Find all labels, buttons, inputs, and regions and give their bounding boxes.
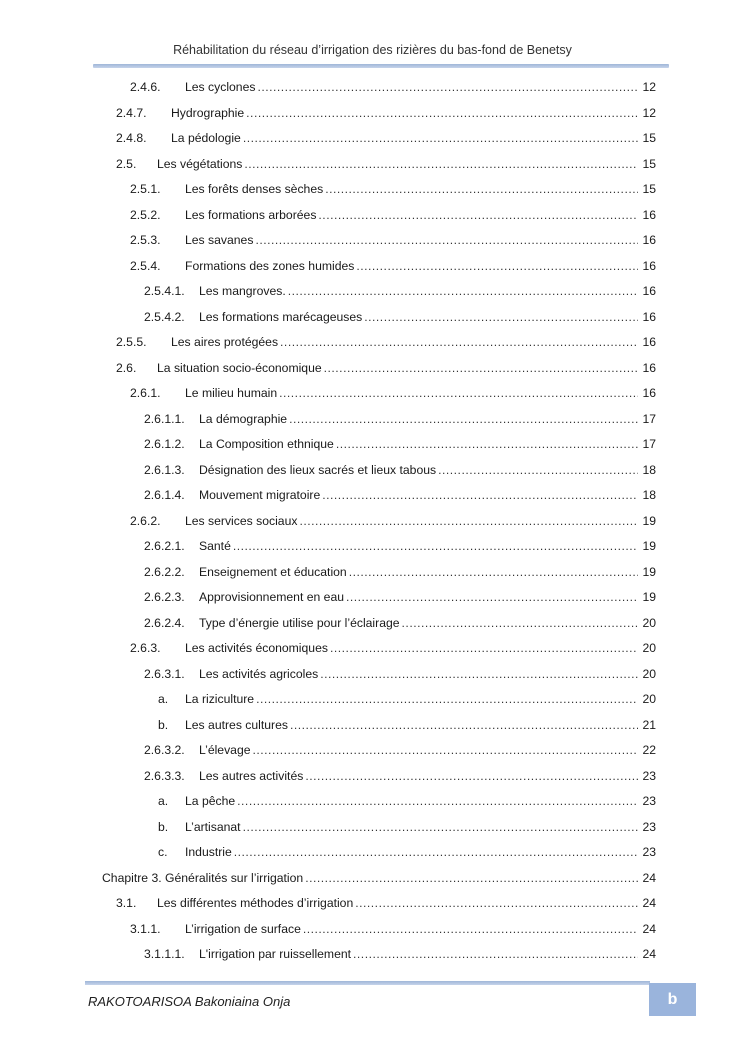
dot-leader: [349, 565, 638, 579]
dot-leader: [402, 616, 638, 630]
toc-entry-page: 17: [642, 437, 656, 451]
toc-entry-title: L'irrigation par ruissellement: [199, 947, 352, 961]
toc-entry[interactable]: [144, 667, 656, 685]
toc-entry-page: 21: [642, 717, 656, 732]
toc-entry-page: 19: [642, 513, 656, 528]
toc-entry[interactable]: [130, 386, 656, 404]
toc-entry[interactable]: [102, 871, 656, 889]
page-number-badge: b: [649, 983, 696, 1016]
toc-entry-title: Approvisionnement en eau: [199, 590, 344, 604]
toc-entry-number: 3.1.1.1.: [144, 947, 185, 961]
toc-entry-title: L’artisanat: [185, 819, 241, 834]
toc-entry[interactable]: [144, 947, 656, 965]
toc-entry[interactable]: [130, 514, 656, 532]
toc-entry-title: Les services sociaux: [185, 513, 298, 528]
toc-entry[interactable]: [144, 616, 656, 634]
dot-leader: [246, 106, 638, 120]
dot-leader: [320, 667, 638, 681]
dot-leader: [364, 310, 638, 324]
toc-entry-page: 19: [642, 539, 656, 553]
toc-entry[interactable]: [130, 233, 656, 251]
toc-entry-title: Chapitre 3. Généralités sur l’irrigation: [102, 870, 304, 885]
toc-entry-title: Les activités économiques: [185, 641, 328, 655]
toc-entry-title: La Composition ethnique: [199, 437, 334, 451]
toc-entry[interactable]: [158, 718, 656, 736]
toc-entry-page: 18: [642, 462, 656, 477]
header-title: Réhabilitation du réseau d’irrigation des rizières du bas-fond de Benetsy: [173, 43, 572, 57]
toc-entry-page: 22: [642, 743, 656, 757]
toc-entry-title: Les aires protégées: [171, 335, 279, 349]
toc-entry-number: 2.6.1.4.: [144, 488, 185, 502]
dot-leader: [237, 794, 638, 808]
toc-entry[interactable]: [158, 845, 656, 863]
toc-entry-title: Enseignement et éducation: [199, 564, 347, 579]
toc-entry[interactable]: [116, 131, 656, 149]
dot-leader: [280, 335, 638, 349]
toc-entry-number: 2.6.2.: [130, 513, 161, 528]
toc-entry-number: 2.6.3.3.: [144, 768, 185, 783]
dot-leader: [279, 386, 638, 400]
toc-entry[interactable]: [144, 463, 656, 481]
toc-entry-title: Désignation des lieux sacrés et lieux tabous: [199, 462, 437, 477]
toc-entry-title: L’irrigation de surface: [185, 921, 301, 936]
toc-entry-number: a.: [158, 794, 169, 808]
toc-entry-number: b.: [158, 819, 169, 834]
toc-entry[interactable]: [144, 565, 656, 583]
dot-leader: [256, 692, 638, 706]
toc-entry-page: 24: [642, 921, 656, 936]
dot-leader: [255, 233, 638, 247]
toc-entry-page: 24: [642, 870, 656, 885]
footer-rule: [85, 981, 650, 985]
toc-entry-number: 2.6.: [116, 360, 137, 375]
dot-leader: [330, 641, 638, 655]
toc-entry[interactable]: [116, 157, 656, 175]
toc-entry[interactable]: [144, 437, 656, 455]
toc-entry-title: Le milieu humain: [185, 386, 278, 400]
toc-entry-title: L’élevage: [199, 743, 251, 757]
toc-entry[interactable]: [158, 794, 656, 812]
toc-entry[interactable]: [116, 361, 656, 379]
dot-leader: [438, 463, 638, 477]
dot-leader: [336, 437, 638, 451]
toc-entry-number: 2.5.4.2.: [144, 309, 185, 324]
toc-entry[interactable]: [130, 641, 656, 659]
toc-entry-number: 2.6.3.2.: [144, 743, 185, 757]
toc-entry-page: 24: [642, 947, 656, 961]
toc-entry-page: 16: [642, 207, 656, 222]
toc-entry-number: 2.5.4.1.: [144, 284, 185, 298]
toc-entry-title: Les cyclones: [185, 80, 256, 94]
toc-entry-number: 3.1.1.: [130, 921, 161, 936]
toc-entry[interactable]: [130, 259, 656, 277]
toc-entry-number: 2.6.1.: [130, 386, 161, 400]
toc-entry-page: 16: [642, 309, 656, 324]
dot-leader: [305, 871, 638, 885]
toc-entry-title: La pêche: [185, 794, 236, 808]
toc-entry-page: 18: [642, 488, 656, 502]
toc-entry-title: Santé: [199, 539, 231, 553]
toc-entry-title: La démographie: [199, 411, 288, 426]
dot-leader: [253, 743, 638, 757]
dot-leader: [234, 845, 638, 859]
dot-leader: [325, 182, 638, 196]
toc-entry[interactable]: [130, 182, 656, 200]
toc-entry-page: 16: [642, 386, 656, 400]
dot-leader: [233, 539, 638, 553]
toc-entry-title: Mouvement migratoire: [199, 488, 321, 502]
toc-entry-title: Les différentes méthodes d’irrigation: [157, 896, 354, 910]
toc-entry[interactable]: [158, 692, 656, 710]
toc-entry[interactable]: [116, 896, 656, 914]
toc-entry-number: 2.4.7.: [116, 105, 147, 120]
dot-leader: [346, 590, 638, 604]
dot-leader: [322, 488, 638, 502]
toc-entry-page: 20: [642, 692, 656, 706]
toc-entry-page: 15: [642, 182, 656, 196]
toc-entry-number: 2.5.4.: [130, 258, 161, 273]
toc-entry-number: 2.5.5.: [116, 335, 147, 349]
toc-entry-title: La situation socio-économique: [157, 360, 322, 375]
dot-leader: [353, 947, 638, 961]
toc-entry-title: Les autres cultures: [185, 717, 288, 732]
toc-entry-page: 23: [642, 845, 656, 859]
toc-entry-title: Les mangroves.: [199, 284, 286, 298]
toc-entry-number: 2.6.1.2.: [144, 437, 185, 451]
toc-entry-page: 16: [642, 233, 656, 247]
dot-leader: [243, 131, 638, 145]
toc-entry-number: 2.6.2.1.: [144, 539, 185, 553]
dot-leader: [257, 80, 638, 94]
dot-leader: [243, 820, 638, 834]
toc-entry-number: 3.1.: [116, 896, 137, 910]
dot-leader: [355, 896, 638, 910]
toc-entry-number: 2.5.1.: [130, 182, 161, 196]
toc-entry-number: 2.4.6.: [130, 80, 161, 94]
toc-entry[interactable]: [144, 743, 656, 761]
toc-entry[interactable]: [116, 106, 656, 124]
toc-entry[interactable]: [144, 590, 656, 608]
toc-entry[interactable]: [144, 310, 656, 328]
toc-entry-page: 12: [642, 80, 656, 94]
toc-entry-title: Les activités agricoles: [199, 666, 319, 681]
toc-entry-page: 19: [642, 590, 656, 604]
toc-entry-title: Les forêts denses sèches: [185, 182, 324, 196]
toc-entry-page: 20: [642, 615, 656, 630]
toc-entry-title: La pédologie: [171, 131, 241, 145]
toc-entry-page: 23: [642, 819, 656, 834]
toc-entry-title: Type d’énergie utilise pour l’éclairage: [199, 615, 400, 630]
toc-entry-title: La riziculture: [185, 692, 255, 706]
dot-leader: [324, 361, 638, 375]
toc-entry-number: 2.6.2.2.: [144, 564, 185, 579]
toc-entry-title: Hydrographie: [171, 105, 245, 120]
dot-leader: [356, 259, 638, 273]
toc-entry-number: 2.6.2.4.: [144, 615, 185, 630]
toc-entry-page: 16: [642, 284, 656, 298]
dot-leader: [299, 514, 638, 528]
toc-entry-title: Les autres activités: [199, 768, 304, 783]
toc-entry-title: Industrie: [185, 845, 232, 859]
toc-entry-number: 2.5.: [116, 156, 137, 171]
footer-author: RAKOTOARISOA Bakoniaina Onja: [88, 994, 291, 1009]
dot-leader: [305, 769, 638, 783]
toc-entry-page: 23: [642, 794, 656, 808]
toc-entry-page: 20: [642, 641, 656, 655]
toc-entry[interactable]: [144, 284, 656, 302]
toc-entry-number: 2.5.2.: [130, 207, 161, 222]
toc-entry[interactable]: [144, 769, 656, 787]
toc-entry-page: 19: [642, 564, 656, 579]
toc-entry[interactable]: [144, 412, 656, 430]
toc-entry-title: Les savanes: [185, 233, 254, 247]
toc-entry-page: 20: [642, 666, 656, 681]
toc-entry[interactable]: [144, 539, 656, 557]
dot-leader: [289, 412, 638, 426]
toc-entry-page: 16: [642, 360, 656, 375]
toc-entry-number: 2.6.3.: [130, 641, 161, 655]
toc-entry-title: Les formations marécageuses: [199, 309, 363, 324]
toc-entry-page: 17: [642, 411, 656, 426]
dot-leader: [288, 284, 638, 298]
toc-entry[interactable]: [130, 208, 656, 226]
toc-entry-page: 12: [642, 105, 656, 120]
toc-entry-number: 2.6.1.1.: [144, 411, 185, 426]
toc-entry-number: c.: [158, 845, 168, 859]
toc-entry-title: Les formations arborées: [185, 207, 317, 222]
toc-entry-page: 15: [642, 156, 656, 171]
toc-entry[interactable]: [116, 335, 656, 353]
dot-leader: [303, 922, 638, 936]
toc-entry-title: Formations des zones humides: [185, 258, 355, 273]
toc-entry-number: 2.6.3.1.: [144, 666, 185, 681]
dot-leader: [318, 208, 638, 222]
toc-entry-number: a.: [158, 692, 169, 706]
toc-entry-page: 23: [642, 768, 656, 783]
header-rule: [93, 64, 669, 68]
toc-entry-number: 2.6.2.3.: [144, 590, 185, 604]
toc-entry-page: 24: [642, 896, 656, 910]
toc-entry-page: 16: [642, 335, 656, 349]
toc-entry-number: 2.4.8.: [116, 131, 147, 145]
toc-entry-title: Les végétations: [157, 156, 243, 171]
toc-entry-number: 2.6.1.3.: [144, 462, 185, 477]
toc-entry-number: b.: [158, 717, 169, 732]
toc-entry[interactable]: [130, 922, 656, 940]
toc-entry[interactable]: [130, 80, 656, 98]
toc-entry[interactable]: [144, 488, 656, 506]
toc-entry-number: 2.5.3.: [130, 233, 161, 247]
toc-entry-page: 16: [642, 258, 656, 273]
toc-entry-page: 15: [642, 131, 656, 145]
dot-leader: [244, 157, 638, 171]
dot-leader: [290, 718, 638, 732]
toc-entry[interactable]: [158, 820, 656, 838]
